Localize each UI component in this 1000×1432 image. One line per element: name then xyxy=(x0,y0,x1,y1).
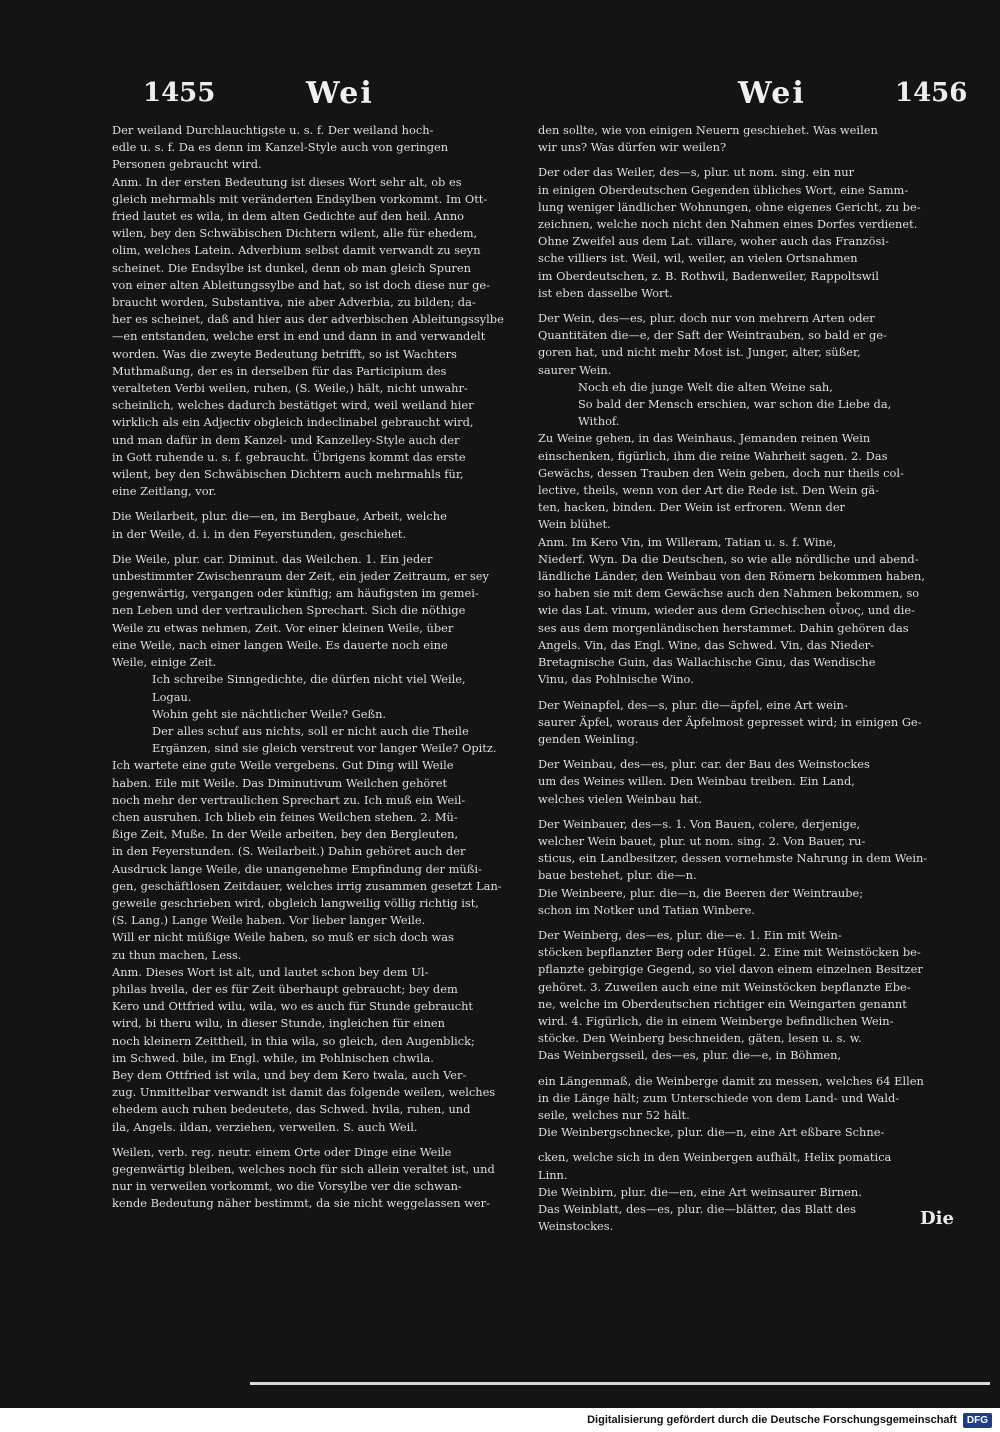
text-line: um des Weines willen. Den Weinbau treiben. Ein Land, xyxy=(538,774,855,789)
text-line: Der Weinbauer, des—s. 1. Von Bauen, colere, derjenige, xyxy=(538,816,861,831)
text-line: in die Länge hält; zum Unterschiede von dem Land- und Wald- xyxy=(538,1090,900,1105)
text-line: ist eben dasselbe Wort. xyxy=(538,285,673,300)
right-running-head: Wei xyxy=(738,76,806,111)
text-line: ländliche Länder, den Weinbau von den Römern bekommen haben, xyxy=(538,569,925,584)
text-line: Der alles schuf aus nichts, soll er nicht auch die Theile xyxy=(152,723,469,738)
text-line: ehedem auch ruhen bedeutete, das Schwed. hvila, ruhen, und xyxy=(112,1102,471,1117)
text-line: lung weniger ländlicher Wohnungen, ohne eigenes Gericht, zu be- xyxy=(538,199,921,214)
text-line: Die Weinbeere, plur. die—n, die Beeren der Weintraube; xyxy=(538,885,864,900)
left-page-number: 1455 xyxy=(143,78,216,108)
text-line: saurer Äpfel, woraus der Äpfelmost gepresset wird; in einigen Ge- xyxy=(538,714,922,729)
text-line: Das Weinbergsseil, des—es, plur. die—e, in Böhmen, xyxy=(538,1048,842,1063)
text-line: Weilen, verb. reg. neutr. einem Orte oder Dinge eine Weile xyxy=(112,1144,452,1159)
text-line: wirklich als ein Adjectiv obgleich indeclinabel gebraucht wird, xyxy=(112,415,474,430)
text-line: goren hat, und nicht mehr Most ist. Junger, alter, süßer, xyxy=(538,345,861,360)
text-line: zu thun machen, Less. xyxy=(112,947,242,962)
text-line: Vinu, das Pohlnische Wino. xyxy=(538,672,694,687)
text-line: Ich schreibe Sinngedichte, die dürfen nicht viel Weile, xyxy=(152,672,466,687)
text-line: Ohne Zweifel aus dem Lat. villare, woher auch das Französi- xyxy=(538,234,889,249)
text-line: Die Weile, plur. car. Diminut. das Weilchen. 1. Ein jeder xyxy=(112,551,433,566)
text-line: wird. 4. Figürlich, die in einem Weinberge befindlichen Wein- xyxy=(538,1013,894,1028)
text-line: Gewächs, dessen Trauben den Wein geben, doch nur theils col- xyxy=(538,465,904,480)
text-line: gehöret. 3. Zuweilen auch eine mit Weinstöcken bepflanzte Ebe- xyxy=(538,979,911,994)
text-line: Die Weilarbeit, plur. die—en, im Bergbaue, Arbeit, welche xyxy=(112,509,447,524)
line-gap xyxy=(538,919,960,927)
text-line: in einigen Oberdeutschen Gegenden übliches Wort, eine Samm- xyxy=(538,182,909,197)
line-gap xyxy=(112,543,524,551)
text-line: unbestimmter Zwischenraum der Zeit, ein jeder Zeitraum, er sey xyxy=(112,569,489,584)
text-line: Noch eh die junge Welt die alten Weine sah, xyxy=(578,379,833,394)
text-line: welcher Wein bauet, plur. ut nom. sing. 2. Von Bauer, ru- xyxy=(538,833,866,848)
text-line: Der oder das Weiler, des—s, plur. ut nom. sing. ein nur xyxy=(538,165,855,180)
footer-bar xyxy=(0,1408,1000,1432)
text-line: im Oberdeutschen, z. B. Rothwil, Badenweiler, Rappoltswil xyxy=(538,268,879,283)
text-line: in den Feyerstunden. (S. Weilarbeit.) Dahin gehöret auch der xyxy=(112,844,466,859)
text-line: seile, welches nur 52 hält. xyxy=(538,1107,690,1122)
text-line: zug. Unmittelbar verwandt ist damit das folgende weilen, welches xyxy=(112,1085,496,1100)
text-line: im Schwed. bile, im Engl. while, im Pohlnischen chwila. xyxy=(112,1050,434,1065)
catchword: Die xyxy=(920,1208,954,1229)
text-line: von einer alten Ableitungssylbe and hat, so ist doch diese nur ge- xyxy=(112,277,490,292)
line-gap xyxy=(538,156,960,164)
text-line: welches vielen Weinbau hat. xyxy=(538,791,703,806)
text-line: Der Wein, des—es, plur. doch nur von mehrern Arten oder xyxy=(538,311,875,326)
line-gap xyxy=(538,302,960,310)
text-line: Bretagnische Guin, das Wallachische Ginu, das Wendische xyxy=(538,655,876,670)
text-line: chen ausruhen. Ich blieb ein feines Weilchen stehen. 2. Mü- xyxy=(112,809,458,824)
text-line: her es scheinet, daß and hier aus der adverbischen Ableitungssylbe xyxy=(112,312,504,327)
text-line: Anm. Im Kero Vin, im Willeram, Tatian u. s. f. Wine, xyxy=(538,534,837,549)
text-line: gegenwärtig bleiben, welches noch für sich allein veraltet ist, und xyxy=(112,1161,495,1176)
text-line: worden. Was die zweyte Bedeutung betrifft, so ist Wachters xyxy=(112,346,457,361)
text-line: nen Leben und der vertraulichen Sprechart. Sich die nöthige xyxy=(112,603,466,618)
line-gap xyxy=(112,500,524,508)
text-line: noch mehr der vertraulichen Sprechart zu. Ich muß ein Weil- xyxy=(112,792,466,807)
text-line: wilen, bey den Schwäbischen Dichtern wilent, alle für ehedem, xyxy=(112,226,478,241)
text-line: nur in verweilen vorkommt, wo die Vorsylbe ver die schwan- xyxy=(112,1179,462,1194)
text-line: Will er nicht müßige Weile haben, so muß er sich doch was xyxy=(112,930,454,945)
text-line: Der weiland Durchlauchtigste u. s. f. Der weiland hoch- xyxy=(112,123,434,137)
text-line: Linn. xyxy=(538,1167,568,1182)
text-line: veralteten Verbi weilen, ruhen, (S. Weile,) hält, nicht unwahr- xyxy=(112,381,468,396)
text-line: sticus, ein Landbesitzer, dessen vornehmste Nahrung in dem Wein- xyxy=(538,851,928,866)
text-line: wir uns? Was dürfen wir weilen? xyxy=(538,140,727,155)
text-line: so haben sie mit dem Gewächse auch den Nahmen bekommen, so xyxy=(538,586,920,601)
text-line: Niederf. Wyn. Da die Deutschen, so wie alle nördliche und abend- xyxy=(538,551,919,566)
text-line: ßige Zeit, Muße. In der Weile arbeiten, bey den Bergleuten, xyxy=(112,827,459,842)
text-line: gegenwärtig, vergangen oder künftig; am häufigsten im gemei- xyxy=(112,586,479,601)
text-line: ein Längenmaß, die Weinberge damit zu messen, welches 64 Ellen xyxy=(538,1073,924,1088)
left-column xyxy=(112,122,524,1213)
line-gap xyxy=(112,1136,524,1144)
text-line: Der Weinapfel, des—s, plur. die—äpfel, eine Art wein- xyxy=(538,697,848,712)
text-line: kende Bedeutung näher bestimmt, da sie nicht weggelassen wer- xyxy=(112,1196,490,1211)
text-line: eine Zeitlang, vor. xyxy=(112,484,217,499)
right-column xyxy=(538,122,960,1235)
text-line: einschenken, figürlich, ihm die reine Wahrheit sagen. 2. Das xyxy=(538,448,888,463)
text-line: eine Weile, nach einer langen Weile. Es dauerte noch eine xyxy=(112,637,448,652)
text-line: ten, hacken, binden. Der Wein ist erfroren. Wenn der xyxy=(538,500,846,515)
text-line: und man dafür in dem Kanzel- und Kanzelley-Style auch der xyxy=(112,432,460,447)
text-line: scheinlich, welches dadurch bestätiget wird, weil weiland hier xyxy=(112,398,474,413)
text-line: Ich wartete eine gute Weile vergebens. Gut Ding will Weile xyxy=(112,758,454,773)
text-line: (S. Lang.) Lange Weile haben. Vor lieber langer Weile. xyxy=(112,913,426,928)
text-line: Der Weinberg, des—es, plur. die—e. 1. Ein mit Wein- xyxy=(538,927,842,942)
line-gap xyxy=(538,1065,960,1073)
text-line: in Gott ruhende u. s. f. gebraucht. Übrigens kommt das erste xyxy=(112,449,466,464)
text-line: fried lautet es wila, in dem alten Gedichte auf den heil. Anno xyxy=(112,209,465,224)
text-line: Bey dem Ottfried ist wila, und bey dem Kero twala, auch Ver- xyxy=(112,1067,467,1082)
text-line: cken, welche sich in den Weinbergen aufhält, Helix pomatica xyxy=(538,1150,892,1165)
text-line: Weile, einige Zeit. xyxy=(112,655,217,670)
text-line: Anm. Dieses Wort ist alt, und lautet schon bey dem Ul- xyxy=(112,964,429,979)
text-line: Muthmaßung, der es in derselben für das Participium des xyxy=(112,363,447,378)
text-line: stöcke. Den Weinberg beschneiden, gäten, lesen u. s. w. xyxy=(538,1031,862,1046)
text-line: scheinet. Die Endsylbe ist dunkel, denn ob man gleich Spuren xyxy=(112,260,471,275)
text-line: zeichnen, welche noch nicht den Nahmen eines Dorfes verdienet. xyxy=(538,217,918,232)
text-line: Ergänzen, sind sie gleich verstreut vor langer Weile? Opitz. xyxy=(152,741,497,756)
text-line: ne, welche im Oberdeutschen richtiger ein Weingarten genannt xyxy=(538,996,907,1011)
text-line: geweile geschrieben wird, obgleich langweilig völlig richtig ist, xyxy=(112,895,479,910)
left-running-head: Wei xyxy=(306,76,374,111)
text-line: Ausdruck lange Weile, die unangenehme Empfindung der müßi- xyxy=(112,861,482,876)
bottom-rule xyxy=(250,1382,990,1385)
text-line: Die Weinbergschnecke, plur. die—n, eine Art eßbare Schne- xyxy=(538,1125,885,1140)
text-line: wie das Lat. vinum, wieder aus dem Griechischen οἶνος, und die- xyxy=(538,603,915,618)
text-line: genden Weinling. xyxy=(538,731,639,746)
text-line: in der Weile, d. i. in den Feyerstunden, geschiehet. xyxy=(112,526,407,541)
text-line: Weinstockes. xyxy=(538,1219,614,1234)
text-line: Zu Weine gehen, in das Weinhaus. Jemanden reinen Wein xyxy=(538,431,871,446)
text-line: olim, welches Latein. Adverbium selbst damit verwandt zu seyn xyxy=(112,243,481,258)
text-line: gen, geschäftlosen Zeitdauer, welches irrig zusammen gesetzt Lan- xyxy=(112,878,502,893)
text-line: Wein blühet. xyxy=(538,517,611,532)
line-gap xyxy=(538,808,960,816)
text-line: wilent, bey den Schwäbischen Dichtern auch mehrmahls für, xyxy=(112,467,464,482)
text-line: Das Weinblatt, des—es, plur. die—blätter, das Blatt des xyxy=(538,1201,856,1216)
text-line: pflanzte gebirgige Gegend, so viel davon einem einzelnen Besitzer xyxy=(538,962,923,977)
text-line: Kero und Ottfried wilu, wila, wo es auch für Stunde gebraucht xyxy=(112,999,473,1014)
text-line: stöcken bepflanzter Berg oder Hügel. 2. Eine mit Weinstöcken be- xyxy=(538,945,921,960)
funding-credit: Digitalisierung gefördert durch die Deutsche Forschungsgemeinschaft xyxy=(587,1414,957,1426)
text-line: noch kleinern Zeittheil, in thia wila, so gleich, den Augenblick; xyxy=(112,1033,475,1048)
text-line: ses aus dem morgenländischen herstammet. Dahin gehören das xyxy=(538,620,909,635)
text-line: Anm. In der ersten Bedeutung ist dieses Wort sehr alt, ob es xyxy=(112,174,462,189)
text-line: edle u. s. f. Da es denn im Kanzel-Style auch von geringen xyxy=(112,140,449,155)
text-line: Angels. Vin, das Engl. Wine, das Schwed. Vin, das Nieder- xyxy=(538,637,874,652)
text-line: baue bestehet, plur. die—n. xyxy=(538,868,697,883)
text-line: haben. Eile mit Weile. Das Diminutivum Weilchen gehöret xyxy=(112,775,448,790)
line-gap xyxy=(538,689,960,697)
text-line: saurer Wein. xyxy=(538,362,612,377)
text-line: schon im Notker und Tatian Winbere. xyxy=(538,902,755,917)
line-gap xyxy=(538,1141,960,1149)
text-line: Quantitäten die—e, der Saft der Weintrauben, so bald er ge- xyxy=(538,328,887,343)
text-line: Withof. xyxy=(578,414,620,429)
text-line: Die Weinbirn, plur. die—en, eine Art weinsaurer Birnen. xyxy=(538,1184,862,1199)
text-line: So bald der Mensch erschien, war schon die Liebe da, xyxy=(578,397,892,412)
text-line: gleich mehrmahls mit veränderten Endsylben vorkommt. Im Ott- xyxy=(112,191,488,206)
text-line: philas hveila, der es für Zeit überhaupt gebraucht; bey dem xyxy=(112,981,458,996)
right-page-number: 1456 xyxy=(895,78,968,108)
text-line: wird, bi theru wilu, in dieser Stunde, ingleichen für einen xyxy=(112,1016,445,1031)
text-line: Logau. xyxy=(152,689,192,704)
text-line: den sollte, wie von einigen Neuern geschiehet. Was weilen xyxy=(538,123,878,137)
line-gap xyxy=(538,748,960,756)
text-line: lective, theils, wenn von der Art die Rede ist. Den Wein gä- xyxy=(538,483,879,498)
text-line: Der Weinbau, des—es, plur. car. der Bau des Weinstockes xyxy=(538,757,870,772)
text-line: —en entstanden, welche erst in end und dann in and verwandelt xyxy=(112,329,486,344)
text-line: Wohin geht sie nächtlicher Weile? Geßn. xyxy=(152,706,387,721)
text-line: Weile zu etwas nehmen, Zeit. Vor einer kleinen Weile, über xyxy=(112,620,454,635)
text-line: sche villiers ist. Weil, wil, weiler, an vielen Ortsnahmen xyxy=(538,251,858,266)
dfg-logo: DFG xyxy=(963,1413,992,1428)
text-line: ila, Angels. ildan, verziehen, verweilen. S. auch Weil. xyxy=(112,1119,418,1134)
text-line: Personen gebraucht wird. xyxy=(112,157,262,172)
text-line: braucht worden, Substantiva, nie aber Adverbia, zu bilden; da- xyxy=(112,295,476,310)
